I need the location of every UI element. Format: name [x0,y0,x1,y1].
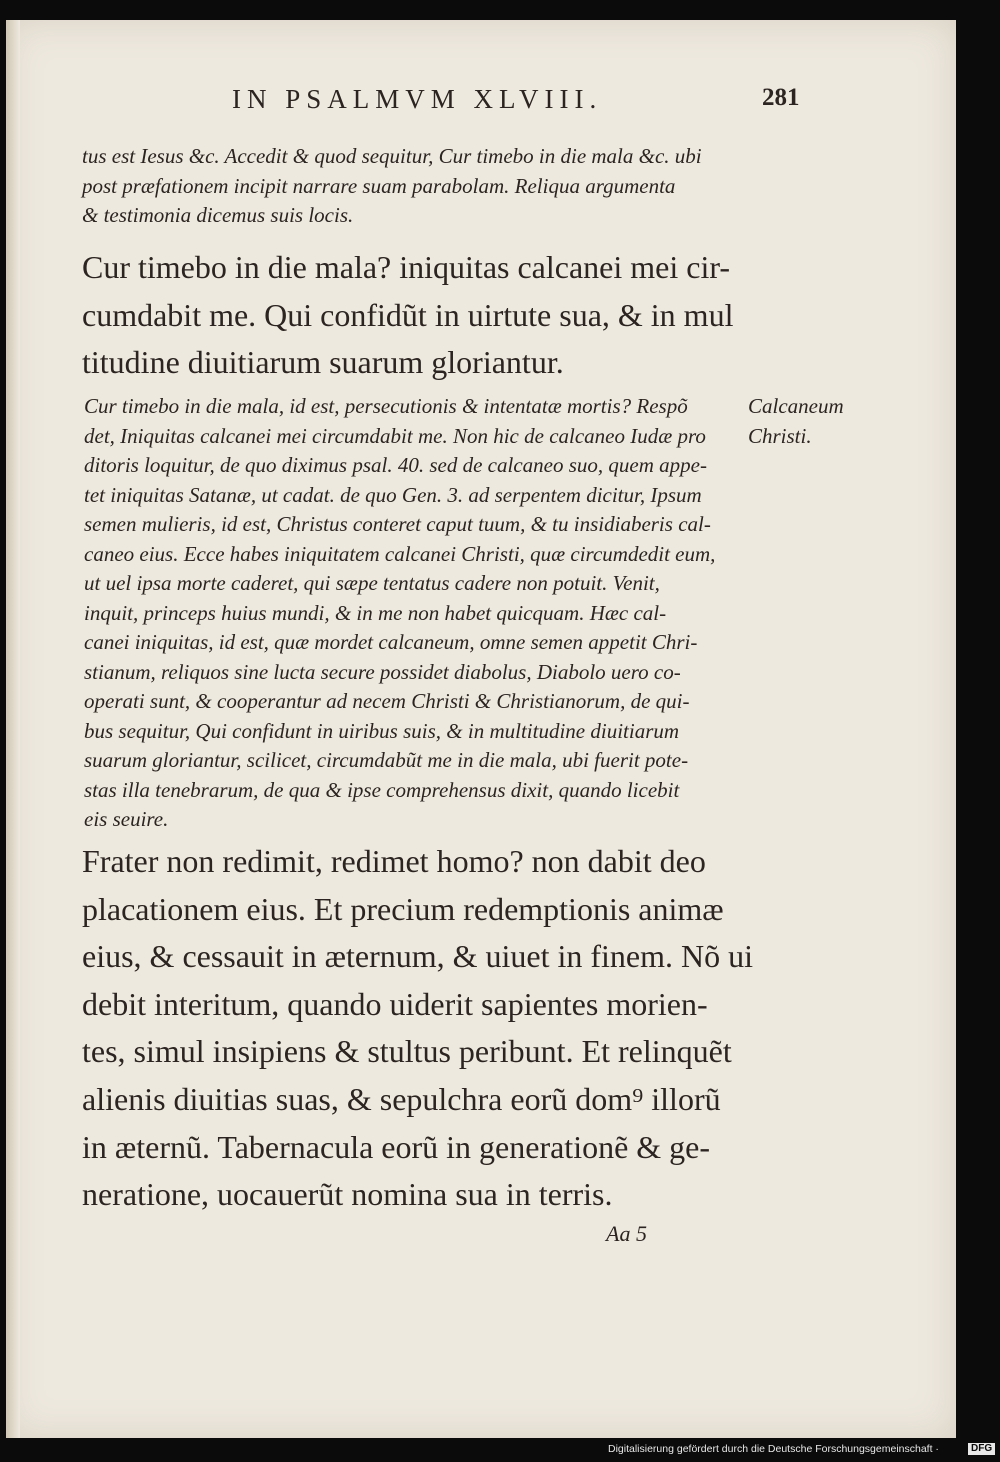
text-line: stas illa tenebrarum, de qua & ipse comprehensus dixit, quando licebit [84,777,680,802]
page-number: 281 [762,84,800,111]
verse-line: Frater non redimit, redimet homo? non dabit deo [82,843,706,879]
text-line: caneo eius. Ecce habes iniquitatem calcanei Christi, quæ circumdedit eum, [84,541,716,566]
verse-line: tes, simul insipiens & stultus peribunt. Et relinquẽt [82,1033,732,1070]
text-line: inquit, princeps huius mundi, & in me non habet quicquam. Hæc cal- [84,600,667,625]
dfg-logo: DFG [968,1443,995,1455]
text-line: Cur timebo in die mala, id est, persecutionis & intentatæ mortis? Respõ [84,394,688,418]
text-line: post præfationem incipit narrare suam parabolam. Reliqua argumenta [82,173,676,198]
text-line: ditoris loquitur, de quo diximus psal. 40. sed de calcaneo suo, quem appe- [84,453,707,477]
text-line: tet iniquitas Satanæ, ut cadat. de quo Gen. 3. ad serpentem dicitur, Ipsum [84,482,702,507]
commentary-paragraph [84,392,715,835]
digitization-credit: Digitalisierung gefördert durch die Deutsche Forschungsgemeinschaft · [608,1443,939,1455]
text-line: operati sunt, & cooperantur ad necem Christi & Christianorum, de qui- [84,689,690,713]
verse-line: neratione, uocauerũt nomina sua in terris. [82,1176,613,1213]
intro-paragraph [82,142,702,231]
marginal-note [748,392,844,451]
text-line: det, Iniquitas calcanei mei circumdabit me. Non hic de calcaneo Iudæ pro [84,423,706,448]
text-line: eis seuire. [84,807,169,831]
verse-line: debit interitum, quando uiderit sapientes morien- [82,985,708,1022]
verse-line: Cur timebo in die mala? iniquitas calcanei mei cir- [82,249,731,285]
text-line: stianum, reliquos sine lucta secure possidet diabolus, Diabolo uero co- [84,659,681,684]
verse-line: in æternũ. Tabernacula eorũ in generationẽ & ge- [82,1128,711,1165]
marginal-note-line: Calcaneum [748,394,844,418]
verse-line: cumdabit me. Qui confidũt in uirtute sua, & in mul [82,296,734,333]
verse-line: titudine diuitiarum suarum gloriantur. [82,344,564,381]
verse-line: placationem eius. Et precium redemptionis animæ [82,890,724,927]
text-line: & testimonia dicemus suis locis. [82,203,354,227]
text-line: suarum gloriantur, scilicet, circumdabũt me in die mala, ubi fuerit pote- [84,748,689,772]
text-line: tus est Iesus &c. Accedit & quod sequitur, Cur timebo in die mala &c. ubi [82,144,702,168]
verse-line: eius, & cessauit in æternum, & uiuet in finem. Nõ ui [82,938,754,975]
running-head: IN PSALMVM XLVIII. [232,84,603,114]
psalm-verse-2 [82,838,753,1219]
signature-mark: Aa 5 [606,1221,647,1246]
text-line: ut uel ipsa morte caderet, qui sæpe tentatus cadere non potuit. Venit, [84,571,660,595]
marginal-note-line: Christi. [748,423,812,448]
text-line: canei iniquitas, id est, quæ mordet calcaneum, omne semen appetit Chri- [84,630,698,654]
text-line: bus sequitur, Qui confidunt in uiribus suis, & in multitudine diuitiarum [84,718,680,743]
verse-line: alienis diuitias suas, & sepulchra eorũ dom⁹ illorũ [82,1080,721,1117]
psalm-verse-1 [82,244,733,387]
text-line: semen mulieris, id est, Christus conteret caput tuum, & tu insidiaberis cal- [84,512,711,536]
page-gutter-shadow [6,20,20,1438]
